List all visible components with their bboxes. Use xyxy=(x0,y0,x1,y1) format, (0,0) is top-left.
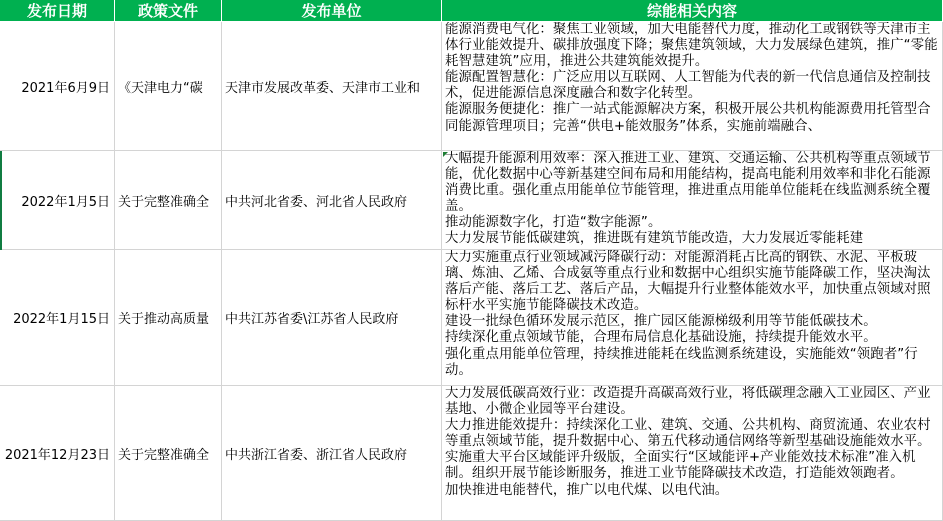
content-paragraph: 大力发展低碳高效行业：改造提升高碳高效行业，将低碳理念融入工业园区、产业基地、小微企业园等平台建设。 xyxy=(445,386,931,418)
header-cell-content[interactable]: 综能相关内容 xyxy=(442,0,943,22)
header-cell-doc[interactable]: 政策文件 xyxy=(115,0,222,22)
comment-indicator-icon xyxy=(443,152,448,157)
cell-content[interactable] xyxy=(442,151,943,250)
content-paragraph: 加快推进电能替代，推广以电代煤、以电代油。 xyxy=(445,482,729,498)
content-paragraph: 能源配置智慧化：广泛应用以互联网、人工智能为代表的新一代信息通信及控制技术，促进能源信息深度融合和数字化转型。 xyxy=(445,70,931,102)
cell-unit[interactable]: 天津市发展改革委、天津市工业和 xyxy=(222,22,442,151)
content-paragraph: 建设一批绿色循环发展示范区，推广园区能源梯级利用等节能低碳技术。 xyxy=(445,314,877,330)
cell-doc[interactable]: 关于完整准确全 xyxy=(115,386,222,521)
cell-content[interactable] xyxy=(442,22,943,151)
content-paragraph: 能源消费电气化：聚焦工业领域，加大电能替代力度，推动化工或钢铁等天津市主体行业能效提升、碳排放强度下降；聚焦建筑领域，大力发展绿色建筑，推广“零能耗智慧建筑”应用，推进公共建筑能效提升。 xyxy=(445,22,938,70)
cell-doc[interactable]: 《天津电力“碳 xyxy=(115,22,222,151)
header-row xyxy=(0,0,943,22)
content-paragraph: 强化重点用能单位管理，持续推进能耗在线监测系统建设，实施能效“领跑者”行动。 xyxy=(445,346,918,378)
content-paragraph: 能源服务便捷化：推广一站式能源解决方案，积极开展公共机构能源费用托管型合同能源管理项目；完善“供电+能效服务”体系，实施前端融合、 xyxy=(445,102,931,134)
table-row xyxy=(0,250,943,386)
cell-doc[interactable]: 关于完整准确全 xyxy=(115,151,222,250)
content-paragraph: 推动能源数字化，打造“数字能源”。 xyxy=(445,215,662,231)
cell-unit[interactable]: 中共江苏省委\江苏省人民政府 xyxy=(222,250,442,386)
content-paragraph: 大力推进能效提升：持续深化工业、建筑、交通、公共机构、商贸流通、农业农村等重点领域节能，提升数据中心、第五代移动通信网络等新型基础设施能效水平。实施重大平台区域能评升级版，全面实行“区域能评+产业能效技术标准”准入机制。组织开展节能诊断服务，推进工业节能降碳技术改造，打造能效领跑者。 xyxy=(445,418,931,482)
cell-date[interactable]: 2021年12月23日 xyxy=(0,386,115,521)
content-paragraph: 大幅提升能源利用效率：深入推进工业、建筑、交通运输、公共机构等重点领域节能，优化数据中心等新基建空间布局和用能结构，提高电能利用效率和非化石能源消费比重。强化重点用能单位节能管理，推进重点用能单位能耗在线监测系统全覆盖。 xyxy=(445,151,931,215)
content-paragraph: 大力发展节能低碳建筑，推进既有建筑节能改造，大力发展近零能耗建 xyxy=(445,231,864,247)
content-paragraph: 大力实施重点行业领域减污降碳行动：对能源消耗占比高的钢铁、水泥、平板玻璃、炼油、乙烯、合成氨等重点行业和数据中心组织实施节能降碳工作，坚决淘汰落后产能、落后工艺、落后产品，大幅提升行业整体能效水平，加快重点领域对照标杆水平实施节能降碳技术改造。 xyxy=(445,250,931,314)
cell-content[interactable] xyxy=(442,386,943,521)
table-row xyxy=(0,386,943,521)
content-paragraph: 持续深化重点领域节能，合理布局信息化基础设施，持续提升能效水平。 xyxy=(445,330,877,346)
header-cell-date[interactable]: 发布日期 xyxy=(0,0,115,22)
cell-content[interactable] xyxy=(442,250,943,386)
cell-doc[interactable]: 关于推动高质量 xyxy=(115,250,222,386)
cell-date[interactable]: 2021年6月9日 xyxy=(0,22,115,151)
cell-date[interactable]: 2022年1月15日 xyxy=(0,250,115,386)
table-row xyxy=(0,22,943,151)
header-cell-unit[interactable]: 发布单位 xyxy=(222,0,442,22)
cell-unit[interactable]: 中共浙江省委、浙江省人民政府 xyxy=(222,386,442,521)
cell-unit[interactable]: 中共河北省委、河北省人民政府 xyxy=(222,151,442,250)
cell-date[interactable]: 2022年1月5日 xyxy=(0,151,115,250)
table-row xyxy=(0,151,943,250)
selection-border xyxy=(0,151,2,250)
